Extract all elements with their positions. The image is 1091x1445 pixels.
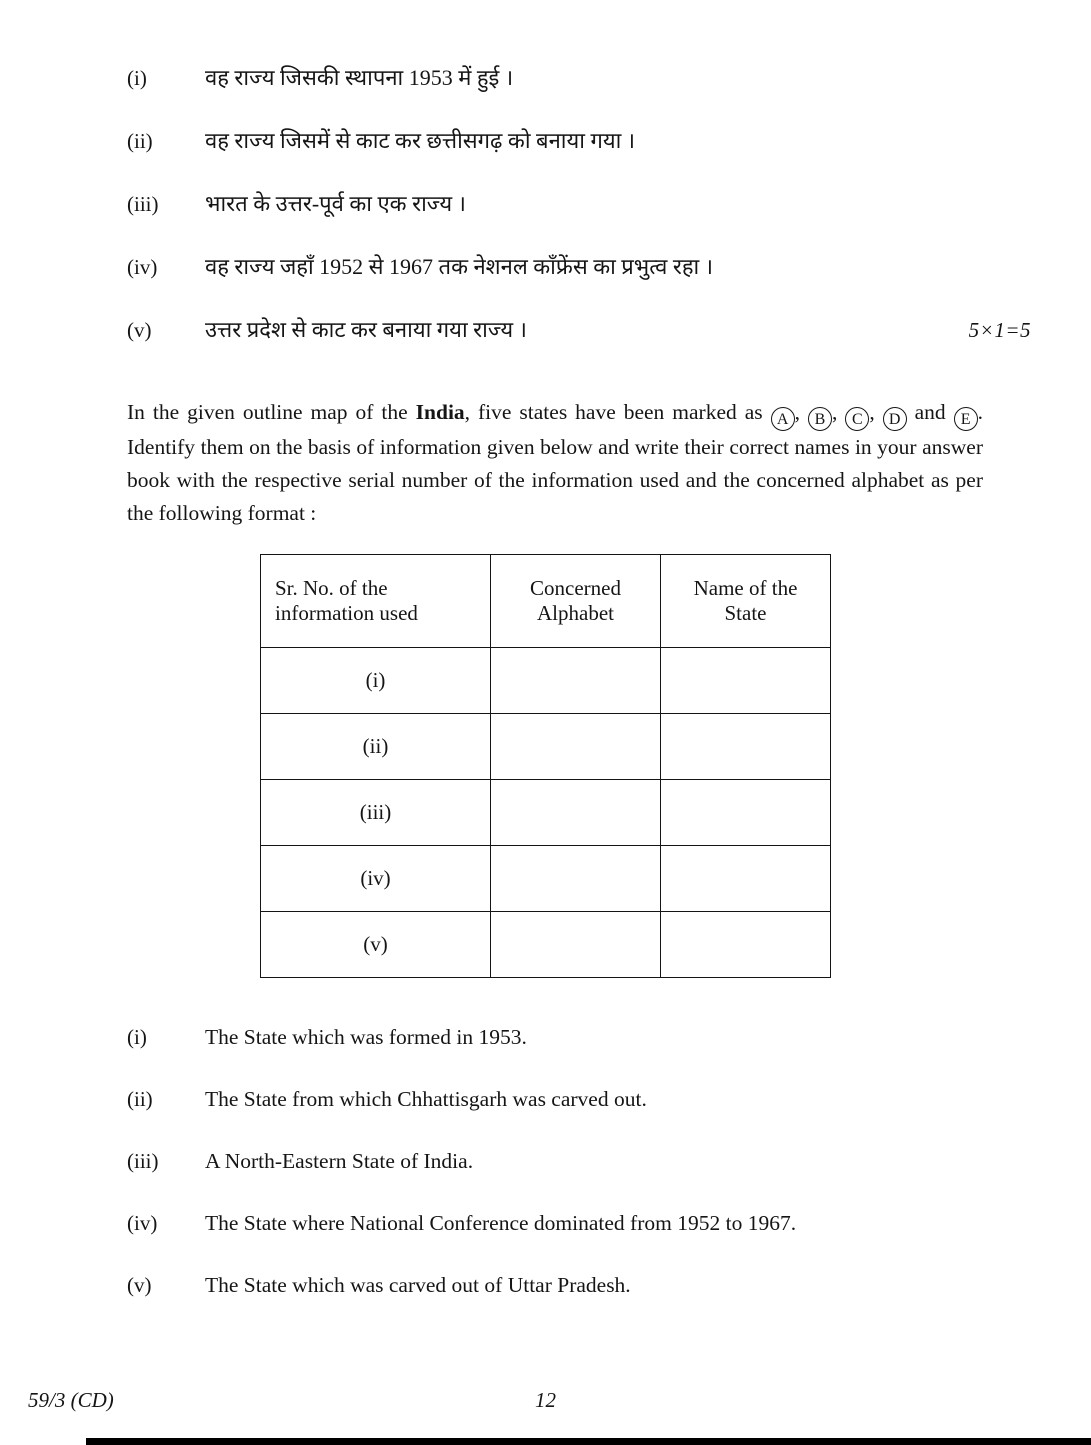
answer-cell: [661, 648, 831, 714]
hindi-item-ii: [127, 125, 1031, 157]
english-item-iii: [127, 1144, 1031, 1179]
paper-code: 59/3 (CD): [28, 1388, 114, 1412]
item-label: (ii): [127, 129, 153, 153]
item-text: वह राज्य जहाँ 1952 से 1967 तक नेशनल काँफ्रेंस का प्रभुत्व रहा ।: [205, 254, 714, 279]
english-item-ii: [127, 1082, 1031, 1117]
answer-cell: [491, 912, 661, 978]
answer-cell: [491, 648, 661, 714]
item-text: भारत के उत्तर-पूर्व का एक राज्य ।: [205, 191, 466, 216]
separator: ,: [831, 400, 846, 424]
circled-letter-b: B: [808, 407, 832, 431]
item-text: वह राज्य जिसमें से काट कर छत्तीसगढ़ को बनाया गया ।: [205, 128, 636, 153]
marks-badge: 5×1=5: [968, 318, 1031, 342]
item-text: उत्तर प्रदेश से काट कर बनाया गया राज्य ।: [205, 317, 528, 342]
scan-artifact-bar: [86, 1438, 1091, 1445]
english-item-v: [127, 1268, 1031, 1303]
sr-cell: (iv): [261, 846, 491, 912]
separator: ,: [794, 400, 808, 424]
hindi-item-i: [127, 62, 1031, 94]
separator: ,: [869, 400, 883, 424]
sr-cell: (v): [261, 912, 491, 978]
english-item-iv: [127, 1206, 1031, 1241]
english-item-i: [127, 1020, 1031, 1055]
para-text-3: . Identify them on the basis of information given below and write their correct names in your answer book with the respective serial number of the information used and the concerned alphabet as per the following format :: [127, 400, 984, 525]
hindi-item-iii: [127, 188, 1031, 220]
english-question-list: [127, 1020, 1031, 1303]
table-row: [261, 648, 831, 714]
answer-format-table: [260, 554, 831, 978]
header-sr-no: Sr. No. of the information used: [261, 555, 491, 648]
item-text: The State where National Conference dominated from 1952 to 1967.: [205, 1211, 797, 1235]
answer-cell: [491, 780, 661, 846]
circled-letter-e: E: [954, 407, 978, 431]
table-row: [261, 780, 831, 846]
circled-letter-a: A: [771, 407, 795, 431]
sr-cell: (i): [261, 648, 491, 714]
india-bold-word: India: [415, 400, 465, 424]
page-number: 12: [535, 1388, 556, 1412]
para-text-2: , five states have been marked as: [464, 400, 771, 424]
item-text: वह राज्य जिसकी स्थापना 1953 में हुई ।: [205, 65, 514, 90]
table-row: [261, 846, 831, 912]
hindi-question-list: [127, 62, 1031, 346]
answer-cell: [491, 714, 661, 780]
table-row: [261, 714, 831, 780]
item-text: A North-Eastern State of India.: [205, 1149, 474, 1173]
item-label: (v): [127, 1273, 152, 1297]
item-label: (iv): [127, 255, 158, 279]
hindi-item-iv: [127, 251, 1031, 283]
answer-cell: [661, 714, 831, 780]
answer-cell: [661, 780, 831, 846]
header-alphabet: Concerned Alphabet: [491, 555, 661, 648]
table-header-row: [261, 555, 831, 648]
item-label: (iii): [127, 1149, 159, 1173]
item-label: (v): [127, 318, 152, 342]
answer-cell: [661, 912, 831, 978]
table-row: [261, 912, 831, 978]
item-label: (iii): [127, 192, 159, 216]
item-text: The State which was formed in 1953.: [205, 1025, 527, 1049]
item-label: (i): [127, 1025, 147, 1049]
and-word: and: [906, 400, 954, 424]
item-label: (i): [127, 66, 147, 90]
sr-cell: (ii): [261, 714, 491, 780]
circled-letter-d: D: [883, 407, 907, 431]
map-question-paragraph: [127, 396, 983, 530]
hindi-item-v: [127, 314, 1031, 346]
header-state: Name of the State: [661, 555, 831, 648]
circled-letter-c: C: [845, 407, 869, 431]
item-label: (iv): [127, 1211, 158, 1235]
item-label: (ii): [127, 1087, 153, 1111]
answer-cell: [661, 846, 831, 912]
answer-cell: [491, 846, 661, 912]
item-text: The State from which Chhattisgarh was carved out.: [205, 1087, 647, 1111]
para-text-1: In the given outline map of the: [127, 400, 416, 424]
sr-cell: (iii): [261, 780, 491, 846]
item-text: The State which was carved out of Uttar Pradesh.: [205, 1273, 631, 1297]
